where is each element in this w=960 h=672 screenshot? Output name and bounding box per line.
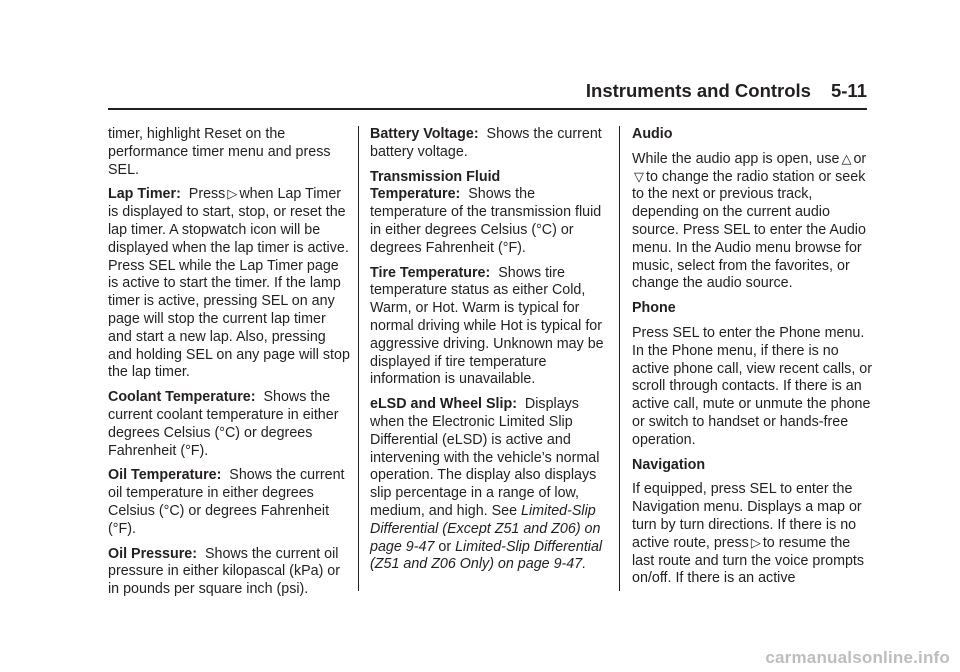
paragraph-lap-timer: Lap Timer: Press ▷ when Lap Timer is displayed to start, stop, or reset the lap timer. A stopwatch icon will be displayed when the lap timer is active. Press SEL while the Lap Timer page is active to start the timer. If the lamp timer is active, pressing SEL on any page will stop the current lap timer and start a new lap. Also, pressing and holding SEL on any page will stop the lap timer.: [108, 186, 350, 381]
watermark: carmanualsonline.info: [765, 648, 950, 667]
term-oil-temperature: Oil Temperature:: [108, 467, 222, 484]
paragraph-phone: Press SEL to enter the Phone menu. In the Phone menu, if there is no active phone call, view recent calls, or scroll through contacts. If there is an active call, mute or unmute the phone or switch to handset or hands-free operation.: [632, 324, 872, 448]
column-2: [370, 126, 612, 581]
header-rule: [108, 108, 867, 110]
term-lap-timer: Lap Timer:: [108, 186, 181, 203]
column-3: [632, 126, 874, 595]
paragraph-navigation: If equipped, press SEL to enter the Navigation menu. Displays a map or turn by turn directions. If there is no active route, press ▷ to resume the last route and turn the voice prompts on/off. If there is an active: [632, 481, 865, 587]
page-number: 5-11: [830, 80, 867, 101]
triangle-down-icon: ▽: [634, 168, 644, 184]
paragraph-oil-temperature: Oil Temperature: Shows the current oil temperature in either degrees Celsius (°C) or degrees Fahrenheit (°F).: [108, 467, 345, 537]
column-divider-1: [358, 126, 359, 591]
paragraph-battery: Battery Voltage: Shows the current battery voltage.: [370, 126, 602, 160]
heading-phone: Phone: [632, 300, 676, 317]
page-header: [560, 80, 867, 102]
term-elsd: eLSD and Wheel Slip:: [370, 396, 517, 413]
column-1: [108, 126, 350, 606]
column-divider-2: [619, 126, 620, 591]
paragraph-elsd: eLSD and Wheel Slip: Displays when the Electronic Limited Slip Differential (eLSD) is active and intervening with the vehicle’s normal operation. The display also displays slip percentage in a range of low, medium, and high. See Limited-Slip Differential (Except Z51 and Z06) on page 9-47 or Limited-Slip Differential (Z51 and Z06 Only) on page 9-47.: [370, 396, 603, 573]
heading-navigation: Navigation: [632, 456, 706, 473]
term-battery: Battery Voltage:: [370, 126, 479, 142]
paragraph-tire: Tire Temperature: Shows tire temperature status as either Cold, Warm, or Hot. Warm is typical for normal driving while Hot is typical for aggressive driving. Unknown may be displayed if tire temperature information is unavailable.: [370, 264, 604, 388]
triangle-right-icon: ▷: [227, 186, 238, 202]
term-transmission: Transmission Fluid Temperature:: [370, 168, 501, 203]
paragraph-coolant: Coolant Temperature: Shows the current coolant temperature in either degrees Celsius (°C) or degrees Fahrenheit (°F).: [108, 389, 339, 459]
paragraph-transmission: Transmission Fluid Temperature: Shows the temperature of the transmission fluid in either degrees Celsius (°C) or degrees Fahrenheit (°F).: [370, 168, 602, 256]
cross-reference-link-1[interactable]: Limited-Slip Differential (Except Z51 and Z06) on page 9-47: [370, 502, 601, 555]
section-title: Instruments and Controls: [585, 80, 811, 101]
cross-reference-link-2[interactable]: Limited-Slip Differential (Z51 and Z06 Only) on page 9-47: [370, 538, 603, 573]
triangle-up-icon: △: [841, 150, 852, 166]
triangle-right-icon: ▷: [750, 534, 761, 550]
paragraph-oil-pressure: Oil Pressure: Shows the current oil pressure in either kilopascal (kPa) or in pounds per square inch (psi).: [108, 545, 341, 598]
term-oil-pressure: Oil Pressure:: [108, 545, 197, 562]
paragraph-audio: While the audio app is open, use △ or▽ to change the radio station or seek to the next or previous track, depending on the current audio source. Press SEL to enter the Audio menu. In the Audio menu browse for music, select from the favorites, or change the audio source.: [632, 150, 867, 292]
heading-audio: Audio: [632, 126, 673, 142]
term-tire: Tire Temperature:: [370, 264, 491, 281]
paragraph-timer-reset: timer, highlight Reset on the performance timer menu and press SEL.: [108, 126, 331, 178]
term-coolant: Coolant Temperature:: [108, 389, 256, 406]
